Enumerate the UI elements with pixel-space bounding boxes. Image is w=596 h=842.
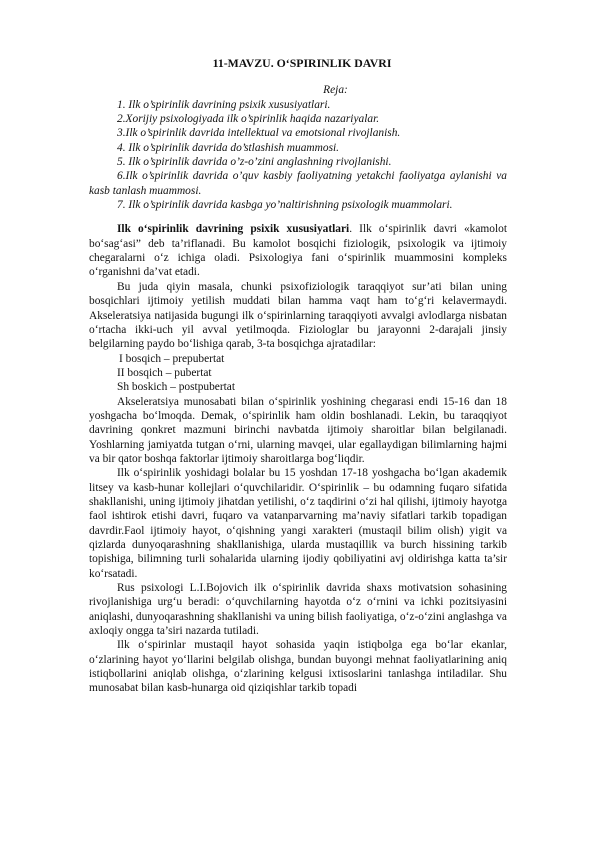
paragraph-2: Bu juda qiyin masala, chunki psixofiziologik taraqqiyot sur’ati bilan uning bosqichlari ijtimoiy yetilish muddati bilan hamma vaqt ham to‘g‘ri kelavermaydi. Akseleratsiya natijasida bugungi ilk o‘spirinlarning taraqqiyoti avvalgi avlodlarga nisbatan o‘rtacha ikki-uch yil avval yetilmoqda. Fiziologlar bu jarayonni 2-darajali jinsiy belgilarning paydo bo‘lishiga qarab, 3-ta bosqichga ajratadilar: [89,280,507,351]
plan-heading: Reja: [323,84,348,97]
paragraph-5: Rus psixologi L.I.Bojovich ilk o‘spirinlik davrida shaxs motivatsion sohasining rivojlanishiga urg‘u beradi: o‘quvchilarning hayotda o‘z o‘rnini va ichki pozitsiyasini aniqlashi, dunyoqarashning shakllanishi va uning bilish faoliyatiga, o‘z-o‘zini anglashga va axloqiy ongga ta’siri nazarda tutiladi. [89,582,507,638]
paragraph-1 [89,222,507,279]
plan-item-4: 4. Ilk o’spirinlik davrida do’stlashish muammosi. [117,141,340,154]
paragraph-4: Ilk o‘spirinlik yoshidagi bolalar bu 15 yoshdan 17-18 yoshgacha bo‘lgan akademik litsey va kasb-hunar kollejlari o‘quvchilaridir. O‘spirinlik – bu odamning fuqaro sifatida shakllanishi, uning ijtimoiy jihatdan yetilishi, o‘z taqdirini o‘zi hal qilishi, ijtimoiy hayotga faol ishtirok etishi davri, fuqaro va vatanparvarning ma’naviy sifatlari tarkib topadigan davrdir.Faol ijtimoiy hayot, o‘qishning yangi xarakteri (mustaqil bilim olish) yigit va qizlarda dunyoqarashning shakllanishiga, ularda mustaqillik va burch hissining tarkib topishiga, bilimning turli sohalarida ularning ijodiy qobiliyatini avj oldirishga katta ta’sir ko‘rsatadi. [89,467,507,580]
plan-item-7: 7. Ilk o’spirinlik davrida kasbga yo’naltirishning psixologik muammolari. [117,199,453,212]
stage-3: Sh boskich – postpubertat [117,381,236,394]
plan-item-6: 6.Ilk o’spirinlik davrida o’quv kasbiy faoliyatning yetakchi faoliyatga aylanishi va kasb tanlash muammosi. [89,170,507,197]
plan-item-2: 2.Xorijiy psixologiyada ilk o’spirinlik haqida nazariyalar. [117,113,380,126]
paragraph-1-text: . Ilk o‘spirinlik davri «kamolot bo‘sag‘asi” deb ta’riflanadi. Bu kamolot bosqichi fiziologik, psixologik va ijtimoiy chegaralarni o‘z ichiga oladi. Psixologiya fani o‘spirinlik muammosini kompleks o‘rganishni da’vat etadi. [89,223,507,279]
plan-item-1: 1. Ilk o’spirinlik davrining psixik xususiyatlari. [117,98,331,111]
section-heading: Ilk o‘spirinlik davrining psixik xususiyatlari [117,223,350,236]
paragraph-6: Ilk o‘spirinlar mustaqil hayot sohasida yaqin istiqbolga ega bo‘lar ekanlar, o‘zlarining hayot yo‘llarini belgilab olishga, bundan buyongi mehnat faoliyatlarining aniq istiqbollarini aniqlab olishga, o‘zlarining kelgusi ixtisoslarini tanlashga intiladilar. Shu munosabat bilan kasb-hunarga oid qiziqishlar tarkib topadi [89,639,507,695]
stage-1: I bosqich – prepubertat [119,352,225,365]
page-title: 11-MAVZU. O‘SPIRINLIK DAVRI [212,56,392,70]
document-content [89,56,507,696]
plan-item-5: 5. Ilk o’spirinlik davrida o’z-o’zini anglashning rivojlanishi. [117,156,392,169]
stage-2: II bosqich – pubertat [117,366,212,379]
section-gap [89,212,507,222]
paragraph-3: Akseleratsiya munosabati bilan o‘spirinlik yoshining chegarasi endi 15-16 dan 18 yoshgacha bo‘lmoqda. Demak, o‘spirinlik ham oldin boshlanadi. Lekin, bu taraqqiyot davrining qonkret mazmuni birinchi navbatda ijtimoiy sharoitlar bilan belgilanadi. Yoshlarning jamiyatda tutgan o‘rni, ularning mavqei, ular egallaydigan bilimlarning hajmi va bir qator boshqa faktorlar ijtimoiy sharoitlarga bog‘liqdir. [89,395,507,465]
plan-item-3: 3.Ilk o’spirinlik davrida intellektual va emotsional rivojlanish. [117,127,401,140]
